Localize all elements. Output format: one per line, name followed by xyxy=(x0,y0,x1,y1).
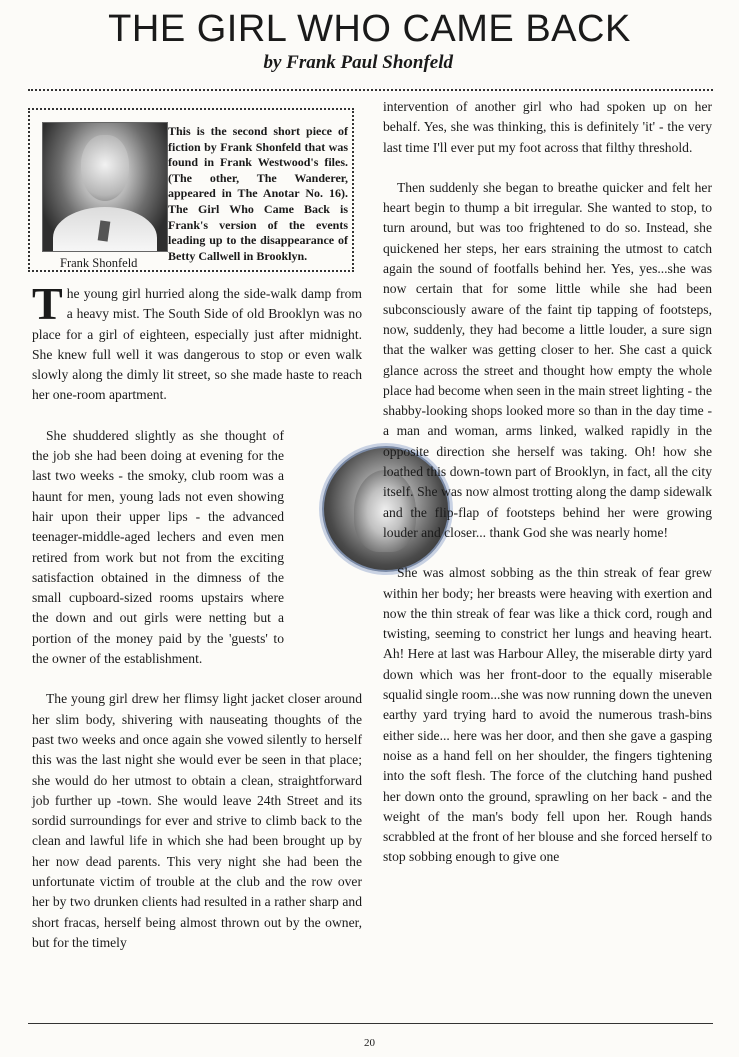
byline: by Frank Paul Shonfeld xyxy=(263,52,453,73)
author-sidebar-box xyxy=(28,108,354,272)
page-number: 20 xyxy=(364,1037,375,1049)
story-paragraph-2: She shuddered slightly as she thought of the job she had been doing at evening for the last two weeks - the smoky, club room was a haunt for men, young lads not even showing hair upon their upper lips - the advanced teenager-middle-aged lechers and even men retired from work but not from the exciting satisfaction obtained in the dimness of the small cupboard-sized rooms upstairs where the down and out girls were netting but a portion of the money paid by the 'guests' to the owner of the establishment. xyxy=(32,427,284,667)
story-paragraph-1 xyxy=(32,278,362,406)
author-photo xyxy=(42,122,168,252)
top-dotted-rule xyxy=(28,89,713,91)
story-paragraph-3: The young girl drew her flimsy light jacket closer around her slim body, shivering with nauseating thoughts of the past two weeks and once again she vowed silently to herself this was the last night she would ever be seen in that place; she would do her utmost to obtain a clean, straightforward job further up -town. She would leave 24th Street and its sordid surroundings for ever and strive to climb back to the clean and lawful life in which she had been brought up by her now dead parents. This very night she had been the unfortunate victim of trouble at the club and the row over her by two drunken clients had resulted in a rather sharp and short fracas, herself being almost thrown out by the owner, but for the timely xyxy=(32,691,362,950)
story-column-right xyxy=(383,97,712,888)
photo-face xyxy=(81,135,129,201)
story-paragraph-4: intervention of another girl who had spoken up on her behalf. Yes, she was thinking, this is definitely 'it' - the very last time I'll ever put my foot across that filthy threshold. xyxy=(383,99,712,155)
photo-caption: Frank Shonfeld xyxy=(60,256,138,270)
bottom-rule xyxy=(28,1023,713,1024)
drop-cap: T xyxy=(32,278,63,329)
story-column-left xyxy=(32,278,362,973)
page-title: THE GIRL WHO CAME BACK xyxy=(108,8,631,50)
story-paragraph-5-text: Then suddenly she began to breathe quicker and felt her heart begin to thump a bit irregular. She wanted to stop, to turn around, but was too frightened to do so. Instead, she quickened her steps, her ears straining the utmost to catch again the sound of footfalls behind her. Yes, yes...she was now certain that for some little while she had been subconsciously aware of the faint tip tapping of footsteps, now, suddenly, they had become a little louder, a sure sign that the walker was getting closer to her. She cast a quick glance across the street and thought how empty the whole place had become when seen in the main street lighting - the shabby-looking shops looked more so than in the day time - a man and woman, arms linked, walked rapidly in the opposite direction she herself was taking. Oh! how she loathed this down-town part of Brooklyn, in fact, all the city itself. She was now almost trotting along the damp sidewalk and the flip-flap of footsteps behind her were growing louder and closer... thank God she was nearly home! xyxy=(383,179,712,540)
sidebar-text: This is the second short piece of fiction by Frank Shonfeld that was found in Frank Westwood's files. (The other, The Wanderer, appeared in The Anotar No. 16). The Girl Who Came Back is Frank's version of the events leading up to the disappearance of Betty Callwell in Brooklyn. xyxy=(168,124,348,263)
story-paragraph-5 xyxy=(383,178,712,543)
story-paragraph-6: She was almost sobbing as the thin streak of fear grew within her body; her breasts were heaving with exertion and now the thin streak of fear was like a thick cord, rough and twisting, seeming to constrict her lungs and heaving heart. Ah! Here at last was Harbour Alley, the miserable dirty yard down which was her front-door to the equally miserable squalid single room...she was now running down the uneven earthy yard trying hard to avoid the numerous trash-bins either side... here was her door, and then she gave a gasping noise as a hand fell on her shoulder, the fingers tightening into the soft flesh. The force of the clutching hand pushed her down onto the ground, sprawling on her back - and the weight of the man's body fell upon her. Rough hands scrabbled at the front of her blouse and she forced herself to stop sobbing enough to give one xyxy=(383,565,712,865)
story-paragraph-1-text: he young girl hurried along the side-walk damp from a heavy mist. The South Side of old Brooklyn was no place for a girl of eighteen, especially just after midnight. She knew full well it was dangerous to stop or even walk slowly along the dimly lit street, so she made haste to reach her one-room apartment. xyxy=(32,286,362,403)
